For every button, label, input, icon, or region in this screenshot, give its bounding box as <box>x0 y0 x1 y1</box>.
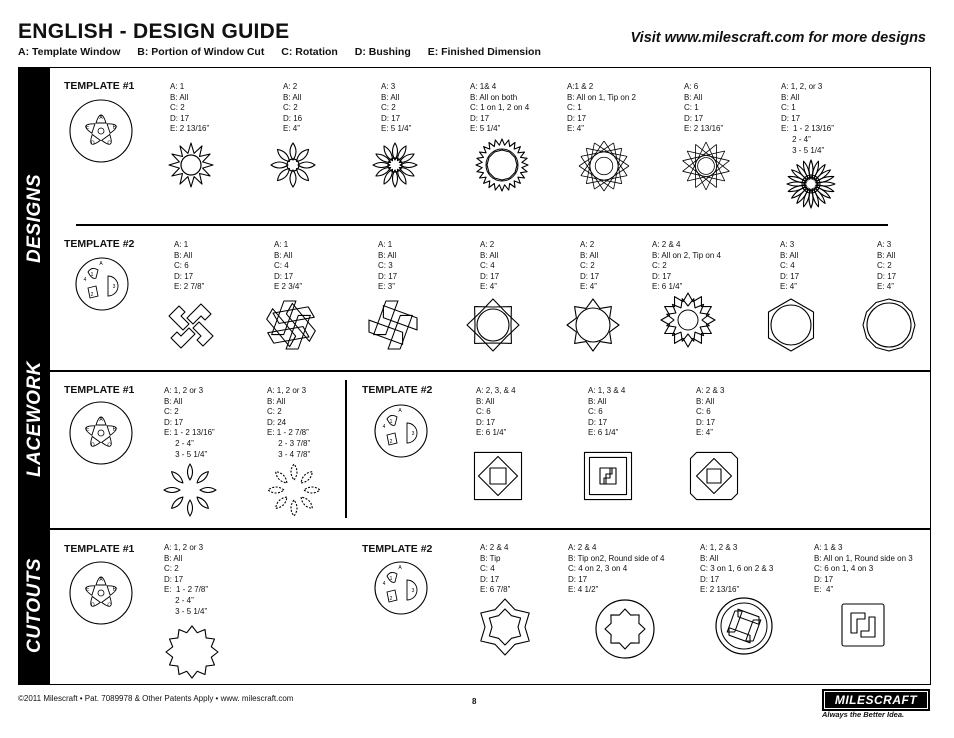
design-spec: A: 1 B: All C: 2 D: 17 E: 2 13/16” <box>170 82 210 134</box>
design-spec: A: 2 B: All C: 4 D: 17 E: 4” <box>480 240 500 292</box>
cutout-shape-circle-lace <box>714 596 774 656</box>
svg-text:C: C <box>107 140 112 147</box>
lacework-shape-feathers <box>266 462 322 518</box>
design-spec: A: 1& 4 B: All on both C: 1 on 1, 2 on 4 D: 17 E: 5 1/4” <box>470 82 530 134</box>
cutout-shape-star <box>164 624 220 680</box>
legend <box>18 46 555 58</box>
template-2-diagram <box>74 256 130 312</box>
legend-item: A: Template Window <box>18 46 121 58</box>
legend-item: C: Rotation <box>281 46 338 58</box>
milescraft-logo: MILESCRAFT <box>822 689 930 711</box>
svg-text:2: 2 <box>389 596 393 602</box>
section-sidebar <box>18 67 50 685</box>
design-shape-pinwheel <box>165 300 217 352</box>
design-spec: A: 2 & 4 B: All on 2, Tip on 4 C: 2 D: 17 E: 6 1/4” <box>652 240 721 292</box>
svg-text:B: B <box>112 124 116 131</box>
svg-text:1: 1 <box>90 272 94 278</box>
section-label-designs: DESIGNS <box>24 173 45 263</box>
template-1-diagram <box>68 560 134 626</box>
cutout-spec: A: 2 & 4 B: Tip C: 4 D: 17 E: 6 7/8” <box>480 543 511 595</box>
design-spec: A: 2 B: All C: 2 D: 16 E: 4” <box>283 82 303 134</box>
design-shape-rosette <box>475 138 529 192</box>
design-shape-flower-12 <box>372 142 418 188</box>
design-spec: A: 1, 2, or 3 B: All C: 1 D: 17 E: 1 - 2 13/16” 2 - 4” 3 - 5 1/4” <box>781 82 834 155</box>
design-shape-flower-8 <box>270 142 316 188</box>
page-title: ENGLISH - DESIGN GUIDE <box>18 20 290 43</box>
design-shape-star-ring <box>660 292 716 348</box>
template-1-label: TEMPLATE #1 <box>64 384 135 396</box>
svg-text:A: A <box>99 261 103 267</box>
svg-text:4: 4 <box>382 581 386 587</box>
section-divider <box>50 528 931 530</box>
legend-item: E: Finished Dimension <box>427 46 541 58</box>
cutout-spec: A: 1, 2 & 3 B: All C: 3 on 1, 6 on 2 & 3 D: 17 E: 2 13/16” <box>700 543 774 595</box>
svg-text:D: D <box>90 602 95 609</box>
design-shape-octagon-star <box>466 298 520 352</box>
cutout-spec: A: 1, 2 or 3 B: All C: 2 D: 17 E: 1 - 2 7/8” 2 - 4” 3 - 5 1/4” <box>164 543 209 616</box>
design-spec: A: 2 B: All C: 2 D: 17 E: 4” <box>580 240 600 292</box>
svg-text:1: 1 <box>389 419 393 425</box>
template-1-label: TEMPLATE #1 <box>64 80 135 92</box>
svg-text:A: A <box>99 115 103 121</box>
cutout-shape-square-knot <box>838 600 888 650</box>
lacework-spec: A: 2, 3, & 4 B: All C: 6 D: 17 E: 6 1/4” <box>476 386 516 438</box>
design-spec: A: 1 B: All C: 4 D: 17 E 2 3/4” <box>274 240 303 292</box>
svg-text:A: A <box>99 417 103 423</box>
template-2-label: TEMPLATE #2 <box>362 543 433 555</box>
svg-text:1: 1 <box>389 576 393 582</box>
design-spec: A:1 & 2 B: All on 1, Tip on 2 C: 1 D: 17 E: 4” <box>567 82 636 134</box>
design-shape-lattice <box>680 140 732 192</box>
cutout-shape-star-in-circle <box>594 598 656 660</box>
svg-text:C: C <box>107 602 112 609</box>
design-shape-hexagon <box>764 298 818 352</box>
design-shape-polygon <box>862 298 916 352</box>
svg-text:E: E <box>86 586 90 593</box>
svg-text:4: 4 <box>83 277 87 283</box>
design-shape-hex-weave <box>264 298 318 352</box>
cutout-shape-hexstar <box>476 596 534 658</box>
visit-link[interactable]: Visit www.milescraft.com for more designs <box>630 30 926 46</box>
svg-text:A: A <box>398 565 402 571</box>
svg-text:D: D <box>90 442 95 449</box>
lacework-spec: A: 2 & 3 B: All C: 6 D: 17 E: 4” <box>696 386 725 438</box>
legend-item: D: Bushing <box>354 46 411 58</box>
legend-item: B: Portion of Window Cut <box>137 46 265 58</box>
lacework-shape-square-lace <box>686 448 742 504</box>
design-shape-square-weave <box>366 298 420 352</box>
svg-text:C: C <box>107 442 112 449</box>
svg-text:2: 2 <box>90 292 94 298</box>
section-divider <box>50 370 931 372</box>
svg-text:E: E <box>86 426 90 433</box>
design-shape-lattice <box>578 140 630 192</box>
lacework-shape-petals <box>162 462 218 518</box>
svg-text:2: 2 <box>389 439 393 445</box>
template-2-label: TEMPLATE #2 <box>64 238 135 250</box>
svg-text:B: B <box>112 426 116 433</box>
svg-text:A: A <box>99 577 103 583</box>
template-2-diagram <box>373 560 429 616</box>
template-1-label: TEMPLATE #1 <box>64 543 135 555</box>
copyright: ©2011 Milescraft • Pat. 7089978 & Other Patents Apply • www. milescraft.com <box>18 694 294 703</box>
section-label-lacework: LACEWORK <box>24 361 45 477</box>
svg-text:A: A <box>398 408 402 414</box>
cutout-spec: A: 2 & 4 B: Tip on2, Round side of 4 C: 4 on 2, 3 on 4 D: 17 E: 4 1/2” <box>568 543 665 595</box>
tagline: Always the Better Idea. <box>822 710 905 719</box>
lacework-shape-square-lace <box>580 448 636 504</box>
design-spec: A: 3 B: All C: 2 D: 17 E: 5 1/4” <box>381 82 412 134</box>
svg-text:3: 3 <box>112 284 116 290</box>
lacework-spec: A: 1, 2 or 3 B: All C: 2 D: 24 E: 1 - 2 7/8” 2 - 3 7/8” 3 - 4 7/8” <box>267 386 311 459</box>
section-label-cutouts: CUTOUTS <box>24 558 45 653</box>
page-number: 8 <box>472 697 477 706</box>
svg-text:3: 3 <box>411 588 415 594</box>
svg-text:B: B <box>112 586 116 593</box>
svg-text:3: 3 <box>411 431 415 437</box>
design-spec: A: 1 B: All C: 3 D: 17 E: 3” <box>378 240 398 292</box>
design-spec: A: 6 B: All C: 1 D: 17 E: 2 13/16” <box>684 82 724 134</box>
design-spec: A: 3 B: All C: 2 D: 17 E: 4” <box>877 240 897 292</box>
design-shape-flower-6 <box>168 142 214 188</box>
template-2-diagram <box>373 403 429 459</box>
lacework-spec: A: 1, 2 or 3 B: All C: 2 D: 17 E: 1 - 2 13/16” 2 - 4” 3 - 5 1/4” <box>164 386 215 459</box>
template-2-label: TEMPLATE #2 <box>362 384 433 396</box>
design-spec: A: 1 B: All C: 6 D: 17 E: 2 7/8” <box>174 240 205 292</box>
svg-text:D: D <box>90 140 95 147</box>
svg-text:E: E <box>86 124 90 131</box>
template-1-diagram <box>68 98 134 164</box>
lacework-spec: A: 1, 3 & 4 B: All C: 6 D: 17 E: 6 1/4” <box>588 386 626 438</box>
lacework-shape-square-lace <box>470 448 526 504</box>
column-divider <box>345 380 347 518</box>
design-spec: A: 3 B: All C: 4 D: 17 E: 4” <box>780 240 800 292</box>
cutout-spec: A: 1 & 3 B: All on 1, Round side on 3 C: 6 on 1, 4 on 3 D: 17 E: 4” <box>814 543 913 595</box>
row-divider <box>76 224 888 226</box>
template-1-diagram <box>68 400 134 466</box>
design-shape-star-circle <box>566 298 620 352</box>
design-shape-flower-16 <box>785 148 837 212</box>
svg-text:4: 4 <box>382 424 386 430</box>
